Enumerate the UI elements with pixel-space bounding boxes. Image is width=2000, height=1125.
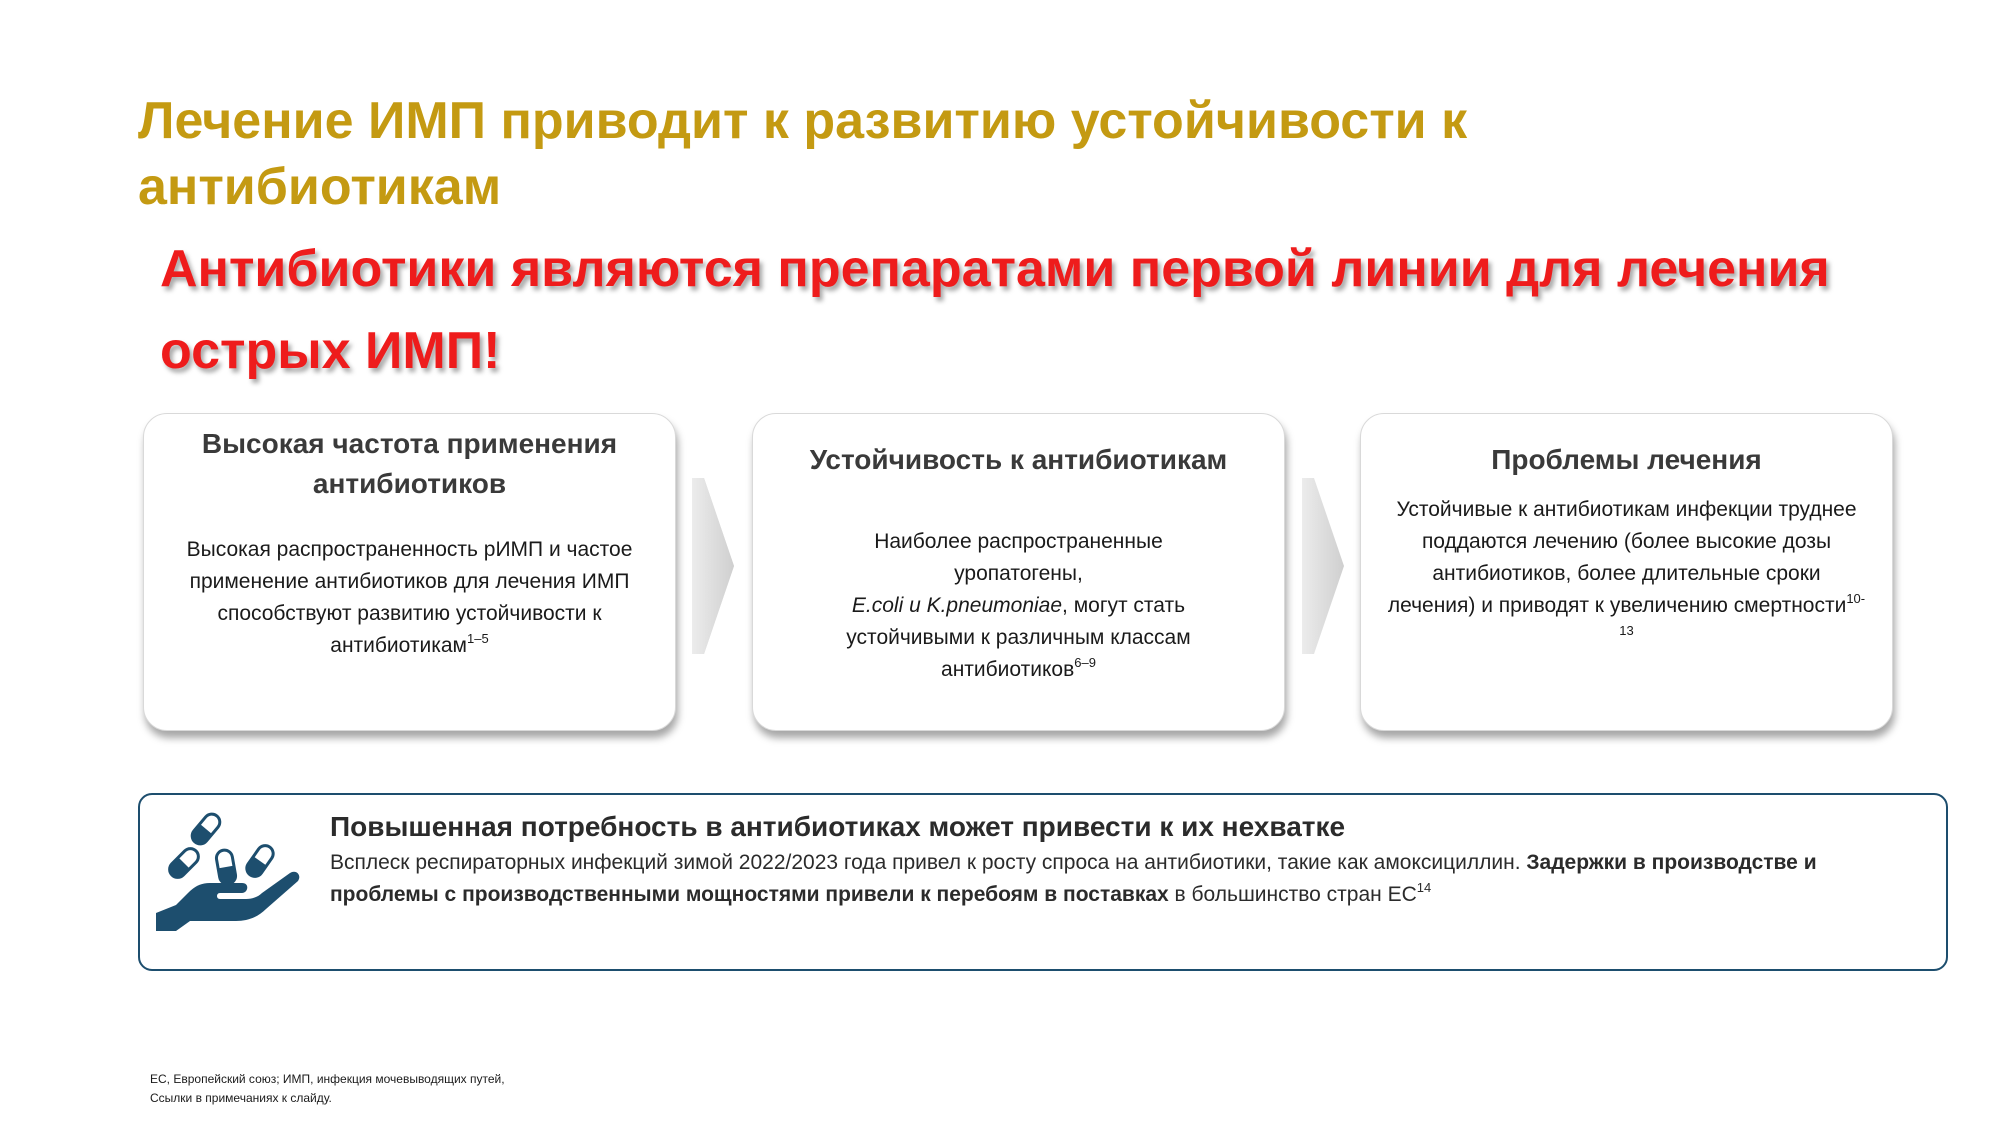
reference-superscript: 14 [1416,880,1432,895]
card-body: Высокая распространенность рИМП и частое применение антибиотиков для лечения ИМП способствуют развитию устойчивости к антибиотикам$^{1-5}$ [186,538,633,657]
footnote [150,1070,950,1108]
card-title: Высокая частота применения антибиотиков [201,428,618,499]
reference-superscript: 10-13 [1619,591,1866,638]
card-title: Устойчивость к антибиотикам [809,444,1228,475]
banner-emphasis: Задержки в производстве и проблемы с производственными мощностями привели к перебоям в поставках [330,851,1817,906]
card-title: Проблемы лечения [1491,444,1762,475]
banner-body: Всплеск респираторных инфекций зимой 2022/2023 года привел к росту спроса на антибиотики, такие как амоксициллин. Задержки в производстве и проблемы с производственными мощностями привели к перебоям в поставках в большинство стран ЕС$^{14}$ [330,851,1817,906]
chevron-right-icon [692,478,734,654]
card-high-usage [143,413,676,731]
shortage-banner [138,793,1948,971]
card-resistance [752,413,1285,731]
footnote-references: Ссылки в примечаниях к слайду. [150,1091,332,1105]
card-treatment-problems [1360,413,1893,731]
chevron-right-icon [1302,478,1344,654]
pathogen-names: E.coli и K.pneumoniae [851,594,1063,617]
slide-title: Лечение ИМП приводит к развитию устойчивости к антибиотикам [138,92,1468,216]
hand-with-pills-icon [154,809,304,934]
footnote-abbreviations: ЕС, Европейский союз; ИМП, инфекция мочевыводящих путей, [150,1072,505,1086]
card-body: Наиболее распространенные уропатогены, E.coli и K.pneumoniae, могут стать устойчивыми к различным классам антибиотиков$^{6-9}$ [846,530,1191,681]
banner-title: Повышенная потребность в антибиотиках может привести к их нехватке [330,811,1346,842]
reference-superscript: 1–5 [467,631,489,646]
headline: Антибиотики являются препаратами первой линии для лечения острых ИМП! [160,240,1830,380]
card-body: Устойчивые к антибиотикам инфекции труднее поддаются лечению (более высокие дозы антибиотиков, более длительные сроки лечения) и приводят к увеличению смертности$^{10-13}$ [1387,498,1866,638]
reference-superscript: 6–9 [1074,655,1096,670]
